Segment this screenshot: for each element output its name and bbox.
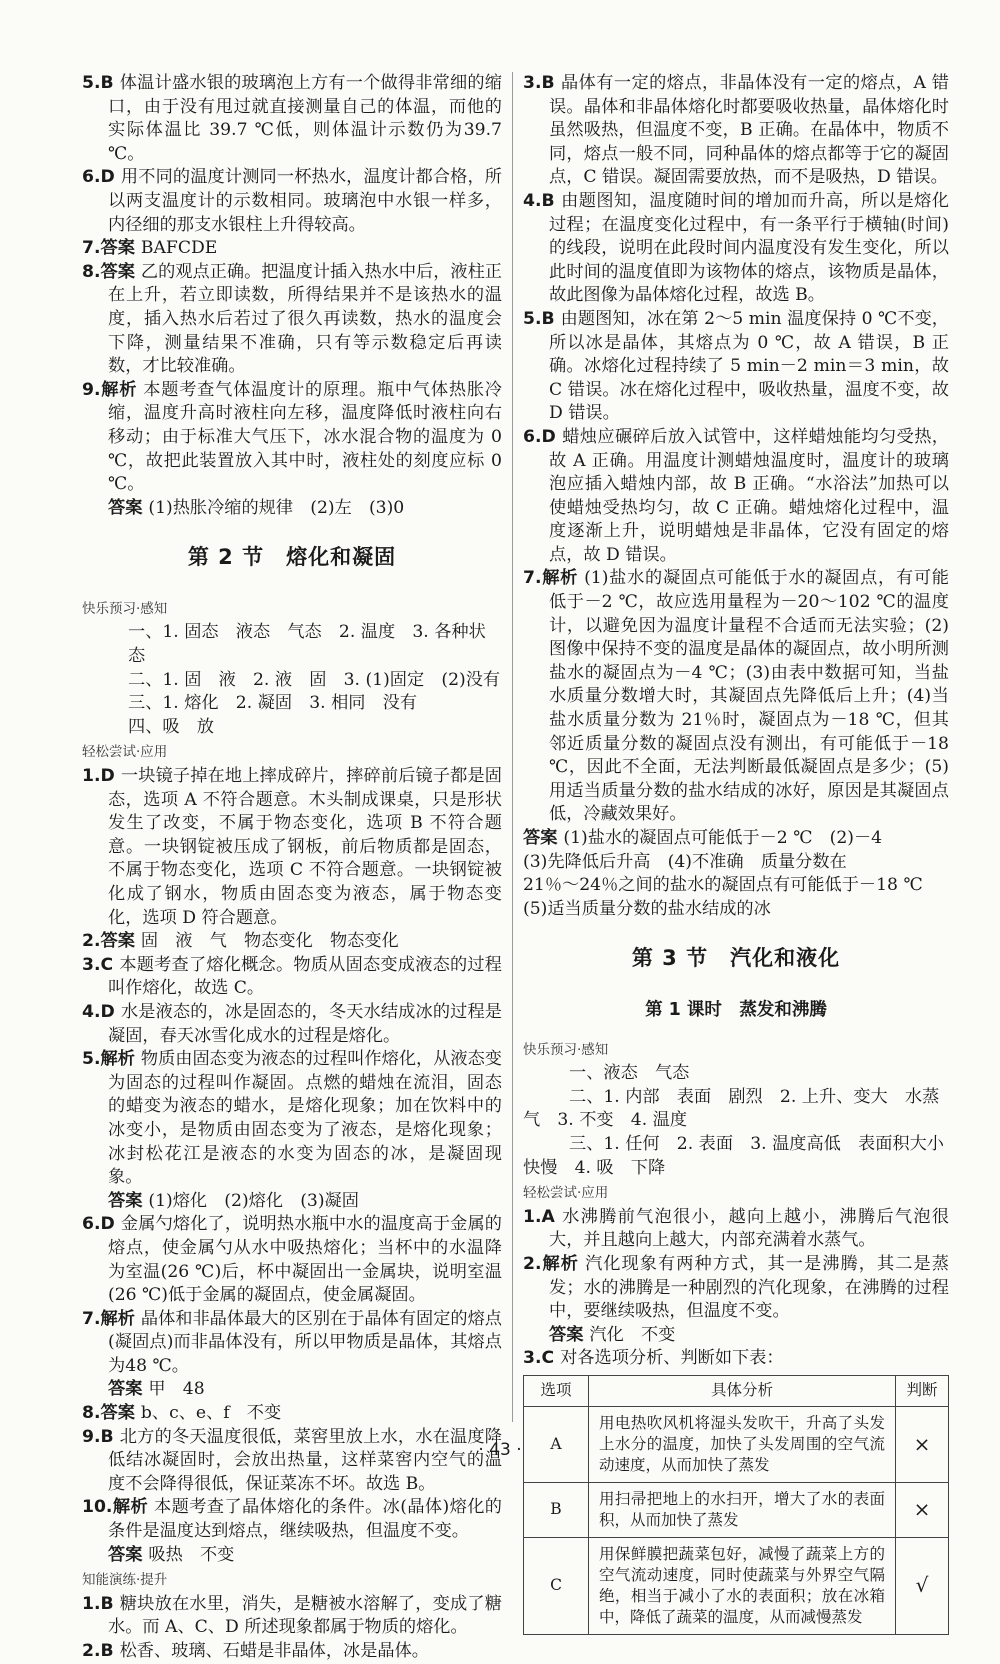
question-item: 2.答案 固 液 气 物态变化 物态变化 <box>82 931 399 952</box>
question-item: 6.D 用不同的温度计测同一杯热水，温度计都合格，所以两支温度计的示数相同。玻璃泡中水银一样多，内径细的那支水银柱上升得较高。 <box>82 167 502 235</box>
question-item: 7.解析 晶体和非晶体最大的区别在于晶体有固定的熔点(凝固点)而非晶体没有，所以甲物质是晶体，其熔点为48 ℃。 <box>82 1308 502 1376</box>
question-item: 1.A 水沸腾前气泡很小，越向上越小，沸腾后气泡很大，并且越向上越大，内部充满着水蒸气。 <box>523 1206 949 1251</box>
page-number: · 43 · <box>478 1440 522 1460</box>
table-row: B 用扫帚把地上的水扫开，增大了水的表面积，从而加快了蒸发 × <box>524 1482 949 1537</box>
question-item: 4.B 由题图知，温度随时间的增加而升高，所以是熔化过程；在温度变化过程中，有一条平行于横轴(时间)的线段，说明在此段时间内温度没有发生变化，所以此时间的温度值即为该物体的熔点，该物质是晶体，故此图像为晶体熔化过程，故选 B。 <box>523 190 949 306</box>
question-item: 9.解析 本题考查气体温度计的原理。瓶中气体热胀冷缩，温度升高时液柱向左移，温度降低时液柱向右移动；由于标准大气压下，冰水混合物的温度为 0 ℃，故把此装置放入其中时，液柱处的刻度应标 0 ℃。 <box>82 379 502 495</box>
question-item: 5.B 由题图知，冰在第 2～5 min 温度保持 0 ℃不变，所以冰是晶体，其熔点为 0 ℃，故 A 错误，B 正确。冰熔化过程持续了 5 min－2 min＝3 min，故 C 错误。冰在熔化过程中，吸收热量，温度不变，故 D 错误。 <box>523 308 949 424</box>
question-item: 9.B 北方的冬天温度很低，菜窖里放上水，水在温度降低结冰凝固时，会放出热量，这样菜窖内空气的温度不会降得很低，保证菜冻不坏。故选 B。 <box>82 1426 502 1494</box>
table-row: A 用电热吹风机将湿头发吹干，升高了头发上水分的温度，加快了头发周围的空气流动速度，从而加快了蒸发 × <box>524 1406 949 1482</box>
section-2-title: 第 2 节 熔化和凝固 <box>187 545 397 570</box>
try-label: 轻松尝试·应用 <box>82 744 168 761</box>
analysis-table <box>523 1375 949 1635</box>
question-item: 2.解析 汽化现象有两种方式，其一是沸腾，其二是蒸发；水的沸腾是一种剧烈的汽化现象，在沸腾的过程中，要继续吸热，但温度不变。 <box>523 1253 949 1322</box>
preview-lines-right: 一、液态 气态 二、1. 内部 表面 剧烈 2. 上升、变大 水蒸 气 3. 不变 4. 温度 三、1. 任何 2. 表面 3. 温度高低 表面积大小 快慢 4. 吸 下降 <box>523 1063 944 1178</box>
q5-answer: 答案 (1)熔化 (2)熔化 (3)凝固 <box>108 1190 359 1211</box>
question-item: 3.B 晶体有一定的熔点，非晶体没有一定的熔点，A 错误。晶体和非晶体熔化时都要吸收热量，晶体熔化时虽然吸热，但温度不变，B 正确。在晶体中，物质不同，熔点一般不同，同种晶体的熔点都等于它的凝固点，C 错误。凝固需要放热，而不是吸热，D 错误。 <box>523 73 949 188</box>
table-row: C 用保鲜膜把蔬菜包好，减慢了蔬菜上方的空气流动速度，同时使蔬菜与外界空气隔绝，相当于减小了水的表面积；放在冰箱中，降低了蔬菜的温度，从而减慢蒸发 √ <box>524 1537 949 1634</box>
question-item: 8.答案 乙的观点正确。把温度计插入热水中后，液柱正在上升，若立即读数，所得结果并不是该热水的温度，插入热水后若过了很久再读数，热水的温度会下降，测量结果不准确，只有等示数稳定后再读数，才比较准确。 <box>82 261 502 377</box>
section-3-title: 第 3 节 汽化和液化 <box>631 946 841 971</box>
q2-answer-right: 答案 汽化 不变 <box>549 1324 676 1345</box>
question-item: 3.C 本题考查了熔化概念。物质从固态变成液态的过程叫作熔化，故选 C。 <box>82 954 502 999</box>
question-item: 7.解析 (1)盐水的凝固点可能低于水的凝固点，有可能低于－2 ℃，故应选用量程为－20～102 ℃的温度计，以避免因为温度计量程不合适而无法实验；(2)图像中保持不变的温度是晶体的凝固点，故小明所测盐水的凝固点为－4 ℃；(3)由表中数据可知，当盐水质量分数增大时，其凝固点先降低后上升；(4)当盐水质量分数为 21％时，凝固点为－18 ℃，但其邻近质量分数的凝固点没有测出，有可能低于－18 ℃，因此不全面，无法判断最低凝固点是多少；(5)用适当质量分数的盐水结成的冰好，原因是其凝固点低，冷藏效果好。 <box>523 568 949 825</box>
question-item: 1.B 糖块放在水里，消失，是糖被水溶解了，变成了糖水。而 A、C、D 所述现象都属于物质的熔化。 <box>82 1593 502 1638</box>
q10-answer: 答案 吸热 不变 <box>108 1544 235 1565</box>
preview-line: 二、1. 固 液 2. 液 固 3. (1)固定 (2)没有 <box>128 669 501 690</box>
question-item: 5.解析 物质由固态变为液态的过程叫作熔化，从液态变为固态的过程叫作凝固。点燃的蜡烛在流泪，固态的蜡变为液态的蜡水，是熔化现象；加在饮料中的冰变小，是物质由固态变为了液态，是熔化现象；冰封松花江是液态的水变为固态的冰，是凝固现象。 <box>82 1049 502 1188</box>
table-header-option: 选项 <box>524 1375 589 1406</box>
q7-answer: 答案 甲 48 <box>108 1379 205 1400</box>
column-divider <box>512 72 513 1422</box>
question-item: 1.D 一块镜子掉在地上摔成碎片，摔碎前后镜子都是固态，选项 A 不符合题意。木头制成课桌，只是形状发生了改变，不属于物态变化，选项 B 不符合题意。一块钢锭被压成了钢板，前后物质都是固态，不属于物态变化，选项 C 不符合题意。一块钢锭被化成了钢水，物质由固态变为液态，属于物态变化，选项 D 符合题意。 <box>82 766 502 928</box>
question-item: 4.D 水是液态的，冰是固态的，冬天水结成冰的过程是凝固，春天冰雪化成水的过程是熔化。 <box>82 1001 502 1046</box>
table-header-judge: 判断 <box>896 1375 949 1406</box>
q3-item-right: 3.C 对各选项分析、判断如下表： <box>523 1348 784 1369</box>
try-label-right: 轻松尝试·应用 <box>523 1185 609 1202</box>
question-item: 7.答案 BAFCDE <box>82 238 218 259</box>
ability-label: 知能演练·提升 <box>82 1572 168 1589</box>
q9-answer: 答案 (1)热胀冷缩的规律 (2)左 (3)0 <box>108 497 405 518</box>
question-item: 8.答案 b、c、e、f 不变 <box>82 1403 282 1424</box>
question-item: 6.D 蜡烛应碾碎后放入试管中，这样蜡烛能均匀受热，故 A 正确。用温度计测蜡烛温度时，温度计的玻璃泡应插入蜡烛内部，故 B 正确。“水浴法”加热可以使蜡烛受热均匀，故 C 正确。蜡烛熔化过程中，温度逐渐上升，说明蜡烛是非晶体，它没有固定的熔点，故 D 错误。 <box>523 426 949 565</box>
left-column <box>82 72 502 1664</box>
table-header-analysis: 具体分析 <box>589 1375 896 1406</box>
preview-label-right: 快乐预习·感知 <box>523 1041 609 1058</box>
preview-label: 快乐预习·感知 <box>82 600 168 617</box>
preview-line: 一、1. 固态 液态 气态 2. 温度 3. 各种状态 <box>128 622 486 667</box>
question-item: 5.B 体温计盛水银的玻璃泡上方有一个做得非常细的缩口，由于没有甩过就直接测量自己的体温，而他的实际体温比 39.7 ℃低，则体温计示数仍为39.7 ℃。 <box>82 73 502 164</box>
question-item: 6.D 金属勺熔化了，说明热水瓶中水的温度高于金属的熔点，使金属勺从水中吸热熔化；当杯中的水温降为室温(26 ℃)后，杯中凝固出一金属块，说明室温(26 ℃)低于金属的凝固点，使金属凝固。 <box>82 1214 502 1306</box>
right-column <box>523 72 949 1635</box>
question-item: 10.解析 本题考查了晶体熔化的条件。冰(晶体)熔化的条件是温度达到熔点，继续吸热，但温度不变。 <box>82 1497 502 1542</box>
preview-line: 四、吸 放 <box>128 716 214 737</box>
q7-answer-right: 答案 (1)盐水的凝固点可能低于－2 ℃ (2)－4 (3)先降低后升高 (4)不准确 质量分数在 21％～24％之间的盐水的凝固点有可能低于－18 ℃ (5)适当质量分数的盐水结成的冰 <box>523 828 923 919</box>
lesson-title: 第 1 课时 蒸发和沸腾 <box>645 999 827 1020</box>
question-item: 2.B 松香、玻璃、石蜡是非晶体，冰是晶体。 <box>82 1641 429 1661</box>
preview-line: 三、1. 熔化 2. 凝固 3. 相同 没有 <box>128 693 418 714</box>
